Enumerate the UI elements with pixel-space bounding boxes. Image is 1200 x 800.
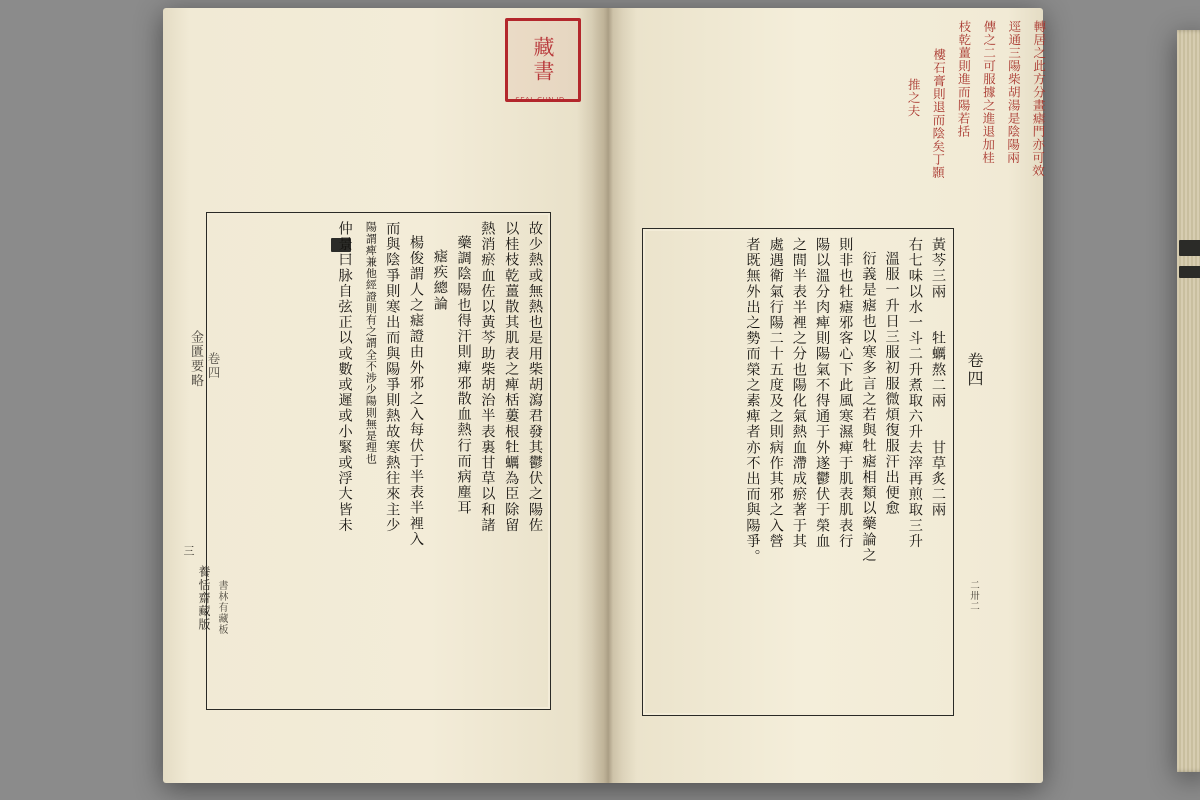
text-column: 處遇衛氣行陽二十五度及之則病作其邪之入營 — [767, 237, 784, 549]
column-group-right — [643, 229, 953, 715]
colophon-secondary: 書林有藏板 — [216, 580, 227, 635]
edge-mark-top — [1179, 240, 1200, 256]
marginalia-annotation — [840, 18, 1048, 218]
text-column: 熱消瘀血佐以黃芩助柴胡治半表裏甘草以和諸 — [479, 221, 496, 533]
collector-seal — [505, 18, 581, 102]
text-column: 衍義是瘧也以寒多言之若與牡瘧相類以藥論之 — [860, 251, 877, 563]
marginalia-column: 樓石膏則退而陰矣丁顥 — [930, 47, 947, 180]
text-column: 以桂枝乾薑散其肌表之痺栝蔞根牡蠣為臣除留 — [503, 221, 520, 533]
text-column: 而與陰爭則寒出而與陽爭則熱故寒熱往來主少 — [384, 221, 401, 533]
page-number-right: 二卅二 — [968, 580, 979, 612]
text-column: 藥調陰陽也得汗則痺邪散血熱行而病塵耳 — [455, 235, 472, 516]
text-column: 陽謂痺兼他經證則有之謂全不涉少陽則無是理也 — [364, 221, 378, 465]
volume-label-right: 卷四 — [965, 352, 984, 388]
column-group-left — [207, 213, 550, 709]
marginalia-column: 轉居之此方分畫瘧門亦可效 — [1030, 19, 1048, 178]
section-heading: 瘧疾總論 — [431, 249, 448, 312]
text-frame-left — [206, 212, 551, 710]
marginalia-column: 枝乾薑則進而陽若括 — [955, 19, 973, 139]
book-fore-edge-right — [1177, 30, 1200, 772]
text-column: 者既無外出之勢而榮之素痺者亦不出而與陽爭。 — [744, 237, 761, 565]
text-frame-right — [642, 228, 954, 716]
text-column: 溫服一升日三服初服微煩復服汗出便愈 — [883, 251, 900, 517]
book-title-left: 金匱要略 — [188, 330, 203, 389]
text-column: 之間半表半裡之分也陽化氣熱血滯成瘀著于其 — [790, 237, 807, 549]
seal-text: 藏書 — [531, 36, 555, 84]
marginalia-column: 逕通三陽柴胡湯是陰陽兩 — [1005, 19, 1023, 165]
volume-label-left: 卷四 — [206, 352, 221, 381]
text-column: 故少熱或無熱也是用柴胡瀉君發其鬱伏之陽佐 — [527, 221, 543, 533]
text-column: 黃芩三兩 牡蠣熬二兩 甘草炙二兩 — [930, 237, 946, 518]
text-column: 陽以溫分肉痺則陽氣不得通于外遂鬱伏于榮血 — [814, 237, 831, 549]
page-number-left: 三 — [182, 545, 195, 557]
colophon: 養恬齋藏版 — [197, 565, 211, 631]
marginalia-column: 推之夫 — [906, 77, 922, 118]
seal-subtext: SEAL.CHN.ID — [515, 96, 565, 104]
text-column: 楊俊謂人之瘧證由外邪之入每伏于半表半裡入 — [408, 235, 425, 547]
edge-mark-bottom — [1179, 266, 1200, 278]
text-column: 右七味以水一斗二升煮取六升去滓再煎取三升 — [906, 237, 923, 549]
marginalia-column: 傳之二可服據之進退加桂 — [980, 19, 998, 165]
text-column: 仲景曰脉自弦正以或數或遲或小緊或浮大皆未 — [336, 221, 353, 533]
text-column: 則非也牡瘧邪客心下此風寒濕痺于肌表肌表行 — [837, 237, 854, 549]
